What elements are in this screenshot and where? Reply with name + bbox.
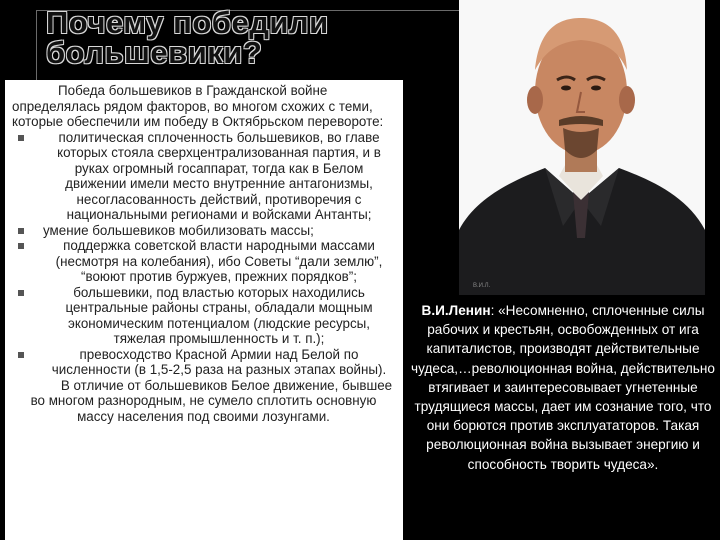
title-line-1: Почему победили <box>46 5 329 40</box>
quote-author: В.И.Ленин <box>421 303 491 318</box>
quote-text: : «Несомненно, сплоченные силы рабочих и крестьян, освобожденных от ига капиталистов, производят действительные чудеса,…революционная война, действительно втягивает и заинтересовывает угнетенные трудящиеся массы, дает им сознание того, что они борются против эксплуататоров. Такая революционная война вызывает энергию и способность творить чудеса». <box>411 303 715 472</box>
portrait-lenin-icon <box>459 0 705 295</box>
list-item <box>12 347 395 378</box>
list-item-text: превосходство Красной Армии над Белой по численности (в 1,5-2,5 раза на разных этапах войны). <box>51 346 387 377</box>
square-bullet-icon <box>18 352 24 358</box>
main-text-box <box>5 80 403 540</box>
list-item-text: политическая сплоченность большевиков, во главе которых стояла сверхцентрализованная партия, и в руках огромный госаппарат, тогда как в Белом движении имели место внутренние антагонизмы, несогласованность действий, противоречия с национальными регионами и войсками Антанты; <box>57 129 381 222</box>
lenin-portrait <box>459 0 705 295</box>
list-item-text: большевики, под властью которых находились центральные районы страны, обладали мощным экономическим потенциалом (людские ресурсы, тяжелая промышленность и т. п.); <box>65 284 373 346</box>
conclusion-paragraph: В отличие от большевиков Белое движение, бывшее во многом разнородным, не сумело сплотить основную массу населения под своими лозунгами. <box>30 377 393 424</box>
square-bullet-icon <box>18 243 24 249</box>
square-bullet-icon <box>18 290 24 296</box>
square-bullet-icon <box>18 135 24 141</box>
list-item <box>12 238 395 285</box>
list-item-text: поддержка советской власти народными массами (несмотря на колебания), ибо Советы “дали землю”, “воюют против буржуев, прежних порядков”; <box>55 238 383 284</box>
slide-title <box>46 5 466 70</box>
list-item <box>12 130 395 223</box>
title-line-2: большевики? <box>46 35 263 70</box>
list-item <box>12 223 395 239</box>
svg-text:В.И.Л.: В.И.Л. <box>473 283 491 289</box>
list-item-text: умение большевиков мобилизовать массы; <box>43 222 314 238</box>
lenin-quote <box>406 301 720 540</box>
factors-list <box>5 130 403 378</box>
list-item <box>12 285 395 347</box>
title-frame-left <box>36 10 38 80</box>
intro-paragraph: Победа большевиков в Гражданской войне определялась рядом факторов, во многом схожих с теми, которые обеспечили им победу в Октябрьском перевороте: <box>12 83 384 129</box>
square-bullet-icon <box>18 228 24 234</box>
